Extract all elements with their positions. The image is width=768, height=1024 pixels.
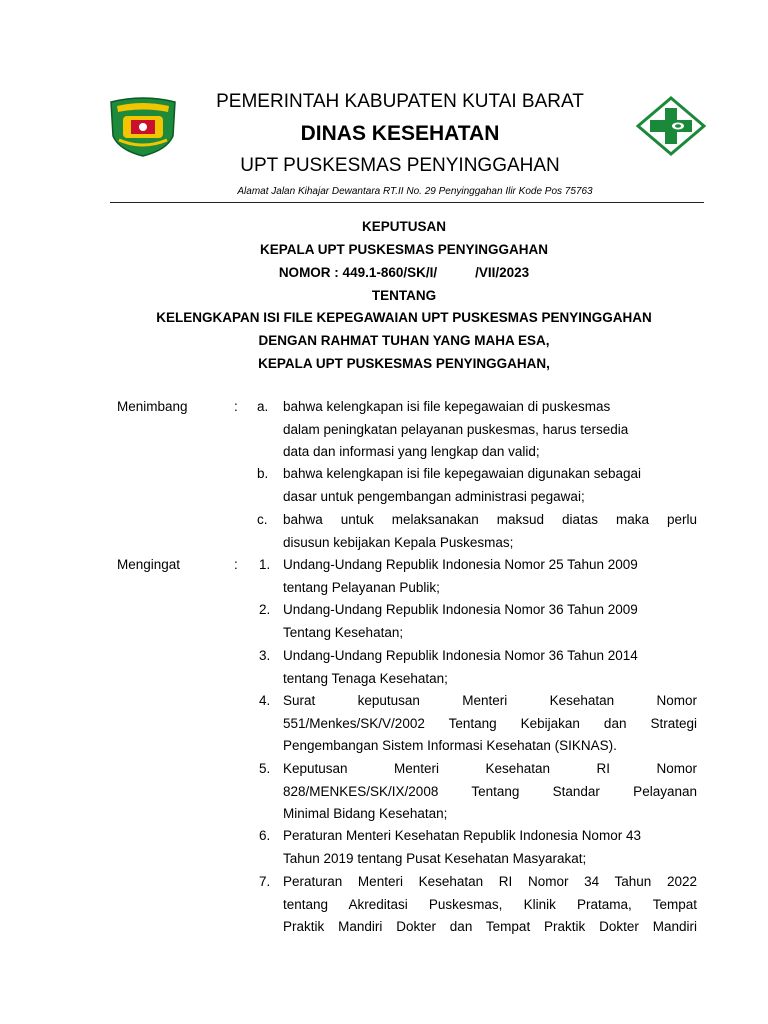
header-address: Alamat Jalan Kihajar Dewantara RT.II No. 29 Penyinggahan Ilir Kode Pos 75763 [237, 186, 593, 197]
list-item-line: Undang-Undang Republik Indonesia Nomor 25 Tahun 2009 [283, 557, 638, 572]
mengingat-marker-6: 6. [259, 828, 271, 843]
list-item-line: Undang-Undang Republik Indonesia Nomor 36 Tahun 2009 [283, 602, 638, 617]
list-item-line: disusun kebijakan Kepala Puskesmas; [283, 534, 514, 550]
mengingat-colon: : [234, 557, 238, 572]
mengingat-item-4 [283, 690, 697, 758]
list-item-line: tentang Akreditasi Puskesmas, Klinik Pratama, Tempat [283, 896, 697, 912]
puskesmas-green-cross-icon [636, 96, 706, 156]
menimbang-item-c [283, 509, 697, 554]
menimbang-colon: : [234, 399, 238, 414]
list-item-line: Pengembangan Sistem Informasi Kesehatan (SIKNAS). [283, 738, 617, 753]
list-item-line: Keputusan Menteri Kesehatan RI Nomor [283, 761, 697, 776]
decree-number-right: /VII/2023 [475, 265, 530, 280]
list-item-line: data dan informasi yang lengkap dan valid; [283, 444, 540, 459]
decree-title: KEPUTUSAN [361, 219, 446, 234]
header-unit-name: UPT PUSKESMAS PENYINGGAHAN [240, 155, 560, 176]
menimbang-item-b [283, 463, 697, 508]
decree-issuer-salutation: KEPALA UPT PUSKESMAS PENYINGGAHAN, [258, 356, 550, 371]
list-item-line: Peraturan Menteri Kesehatan RI Nomor 34 Tahun 2022 [283, 874, 697, 889]
mengingat-item-6 [283, 825, 697, 870]
mengingat-marker-1: 1. [259, 557, 271, 572]
decree-about-label: TENTANG [371, 288, 437, 303]
menimbang-marker-a: a. [257, 399, 269, 414]
list-item-line: Tahun 2019 tentang Pusat Kesehatan Masyarakat; [283, 850, 587, 866]
mengingat-marker-3: 3. [259, 648, 271, 663]
list-item-line: Tentang Kesehatan; [283, 624, 404, 640]
header-department-name: DINAS KESEHATAN [300, 122, 500, 145]
list-item-line: bahwa untuk melaksanakan maksud diatas maka perlu [283, 512, 697, 527]
mengingat-marker-2: 2. [259, 602, 271, 617]
list-item-line: 828/MENKES/SK/IX/2008 Tentang Standar Pelayanan [283, 783, 697, 799]
list-item-line: tentang Pelayanan Publik; [283, 579, 440, 595]
decree-subject: KELENGKAPAN ISI FILE KEPEGAWAIAN UPT PUSKESMAS PENYINGGAHAN [156, 310, 652, 325]
list-item-line: 551/Menkes/SK/V/2002 Tentang Kebijakan dan Strategi [283, 715, 697, 731]
list-item-line: Undang-Undang Republik Indonesia Nomor 36 Tahun 2014 [283, 648, 638, 663]
list-item-line: Minimal Bidang Kesehatan; [283, 806, 448, 821]
decree-number [0, 265, 768, 280]
mengingat-item-7 [283, 871, 697, 939]
list-item-line: dasar untuk pengembangan administrasi pegawai; [283, 488, 585, 504]
mengingat-marker-4: 4. [259, 693, 271, 708]
decree-number-left: NOMOR : 449.1-860/SK/I/ [278, 265, 438, 280]
list-item-line: Surat keputusan Menteri Kesehatan Nomor [283, 693, 697, 708]
menimbang-marker-c: c. [257, 512, 268, 527]
menimbang-item-a [283, 396, 697, 464]
list-item-line: Praktik Mandiri Dokter dan Tempat Praktik Dokter Mandiri [283, 919, 697, 934]
mengingat-item-3 [283, 645, 697, 690]
header-government-name: PEMERINTAH KABUPATEN KUTAI BARAT [216, 91, 584, 112]
list-item-line: bahwa kelengkapan isi file kepegawaian digunakan sebagai [283, 466, 642, 481]
mengingat-item-2 [283, 599, 697, 644]
menimbang-marker-b: b. [257, 466, 269, 481]
mengingat-item-5 [283, 758, 697, 826]
list-item-line: Peraturan Menteri Kesehatan Republik Indonesia Nomor 43 [283, 828, 641, 843]
menimbang-label: Menimbang [117, 399, 188, 414]
mengingat-label: Mengingat [117, 557, 181, 572]
list-item-line: dalam peningkatan pelayanan puskesmas, harus tersedia [283, 421, 629, 437]
list-item-line: bahwa kelengkapan isi file kepegawaian di puskesmas [283, 399, 611, 414]
mengingat-marker-5: 5. [259, 761, 271, 776]
header-divider [110, 202, 704, 203]
kutai-barat-regency-emblem-icon [107, 96, 179, 158]
decree-issuer: KEPALA UPT PUSKESMAS PENYINGGAHAN [259, 242, 549, 257]
list-item-line: tentang Tenaga Kesehatan; [283, 670, 448, 686]
decree-invocation: DENGAN RAHMAT TUHAN YANG MAHA ESA, [258, 333, 550, 348]
mengingat-item-1 [283, 554, 697, 599]
mengingat-marker-7: 7. [259, 874, 271, 889]
